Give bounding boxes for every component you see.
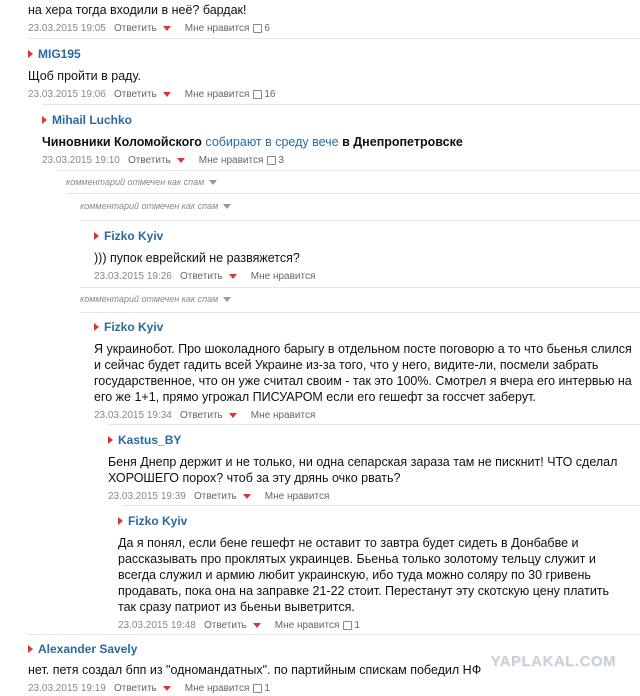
divider: [66, 193, 640, 194]
collapse-arrow-icon[interactable]: [28, 645, 33, 653]
comment-header: [118, 513, 640, 529]
reply-button[interactable]: Ответить: [114, 682, 157, 694]
chevron-down-icon[interactable]: [177, 158, 185, 163]
divider: [108, 424, 640, 425]
divider: [42, 104, 640, 105]
thumbs-up-icon: [253, 90, 262, 99]
comment-author[interactable]: Fizko Kyiv: [104, 320, 164, 334]
collapse-arrow-icon[interactable]: [108, 436, 113, 444]
thumbs-up-icon: [253, 24, 262, 33]
chevron-down-icon[interactable]: [163, 26, 171, 31]
comment-text: Да я понял, если бене гешефт не оставит то завтра будет сидеть в Донбабве и рассказывать про проклятых украинцев. Бьеньа только золотому тельцу служит и всегда служил и армию любит украинскую, ибо туда можно соляру по 30 гривень продавать, пока она на заправке 21-22 стоит. Перестанут эту скотскую цену платить так сразу патриот из бьеньи выветрится.: [118, 536, 610, 614]
like-count: 6: [264, 22, 270, 34]
comment-author[interactable]: Mihail Luchko: [52, 113, 133, 127]
chevron-down-icon[interactable]: [243, 494, 251, 499]
comment: [94, 228, 640, 284]
comment-date: 23.03.2015 19:10: [42, 154, 120, 166]
collapse-arrow-icon[interactable]: [118, 517, 123, 525]
comment-text: Я украинобот. Про шоколадного барыгу в отдельном посте поговорю а то что бьенья слился и сейчас будет гадить всей Украине из-за того, что у него, видите-ли, посмели забрать государственное, что он уже считал своим - так это 100%. Смотрел я вчера его интервью на его же 1+1, прямо угрожал ПИСУАРОМ если его гешефт за госсчет заберут.: [94, 342, 632, 404]
comment-date: 23.03.2015 19:34: [94, 409, 172, 421]
comment-text: Щоб пройти в раду.: [28, 69, 141, 83]
chevron-down-icon[interactable]: [163, 92, 171, 97]
comment: [94, 319, 640, 423]
comment-author[interactable]: MIG195: [38, 47, 81, 61]
comment-date: 23.03.2015 19:19: [28, 682, 106, 694]
like-button[interactable]: Мне нравится: [184, 22, 250, 34]
chevron-down-icon[interactable]: [209, 180, 217, 185]
comment-date: 23.03.2015 19:39: [108, 490, 186, 502]
like-count: 1: [354, 619, 360, 631]
thumbs-up-icon: [253, 684, 262, 693]
comment-date: 23.03.2015 19:05: [28, 22, 106, 34]
comment: [118, 513, 640, 633]
comment-header: [94, 228, 640, 244]
reply-button[interactable]: Ответить: [114, 88, 157, 100]
chevron-down-icon[interactable]: [223, 297, 231, 302]
spam-label: комментарий отмечен как спам: [80, 294, 219, 304]
like-count: 3: [278, 154, 284, 166]
like-button[interactable]: Мне нравится: [184, 682, 250, 694]
comment-author[interactable]: Fizko Kyiv: [128, 514, 188, 528]
chevron-down-icon[interactable]: [223, 204, 231, 209]
comment-link[interactable]: собирают в среду вече: [201, 135, 343, 149]
comment-footer: [42, 152, 640, 168]
like-count: 16: [264, 88, 276, 100]
spam-label: комментарий отмечен как спам: [80, 201, 219, 211]
comment-header: [28, 46, 640, 62]
comment-text: Беня Днепр держит и не только, ни одна сепарская зараза там не пискнит! ЧТО сделал ХОРОШЕГО порох? чтоб за эту дрянь очко рвать?: [108, 455, 618, 485]
comment-header: [108, 432, 640, 448]
reply-button[interactable]: Ответить: [128, 154, 171, 166]
comment-date: 23.03.2015 19:06: [28, 88, 106, 100]
comment-footer: [118, 617, 640, 633]
thumbs-up-icon: [267, 156, 276, 165]
comment-footer: [28, 20, 640, 36]
comment-text: нет. петя создал бпп из "одномандатных". по партийным спискам победил НФ: [28, 663, 482, 677]
site-watermark: YAPLAKAL.COM: [490, 653, 616, 670]
spam-notice[interactable]: [66, 175, 217, 189]
divider: [80, 287, 640, 288]
chevron-down-icon[interactable]: [163, 686, 171, 691]
divider: [122, 505, 640, 506]
comment: [108, 432, 640, 504]
like-button[interactable]: Мне нравится: [184, 88, 250, 100]
text-bold: в: [342, 135, 354, 149]
comment-text: ))) пупок еврейский не развяжется?: [94, 251, 300, 265]
text-bold: Днепропетровске: [353, 135, 463, 149]
reply-button[interactable]: Ответить: [194, 490, 237, 502]
divider: [80, 220, 640, 221]
comment-footer: [108, 488, 640, 504]
comment: [28, 46, 640, 102]
comment-author[interactable]: Alexander Savely: [38, 642, 138, 656]
comment-author[interactable]: Fizko Kyiv: [104, 229, 164, 243]
divider: [28, 634, 640, 635]
comment-date: 23.03.2015 19:48: [118, 619, 196, 631]
like-button[interactable]: Мне нравится: [264, 490, 330, 502]
divider: [56, 170, 640, 171]
thumbs-up-icon: [343, 621, 352, 630]
comment-date: 23.03.2015 19:26: [94, 270, 172, 282]
reply-button[interactable]: Ответить: [114, 22, 157, 34]
comment-header: [94, 319, 640, 335]
comment-footer: [28, 86, 640, 102]
comment-footer: [94, 407, 640, 423]
chevron-down-icon[interactable]: [229, 413, 237, 418]
comment-text: на хера тогда входили в неё? бардак!: [28, 3, 247, 17]
chevron-down-icon[interactable]: [253, 623, 261, 628]
reply-button[interactable]: Ответить: [180, 409, 223, 421]
comment-text: [42, 134, 640, 150]
like-button[interactable]: Мне нравится: [250, 409, 316, 421]
collapse-arrow-icon[interactable]: [94, 323, 99, 331]
comment-footer: [94, 268, 640, 284]
spam-notice[interactable]: [80, 199, 231, 213]
spam-label: комментарий отмечен как спам: [66, 177, 205, 187]
collapse-arrow-icon[interactable]: [28, 50, 33, 58]
like-button[interactable]: Мне нравится: [198, 154, 264, 166]
spam-notice[interactable]: [80, 292, 231, 306]
comment-author[interactable]: Kastus_BY: [118, 433, 182, 447]
like-button[interactable]: Мне нравится: [274, 619, 340, 631]
reply-button[interactable]: Ответить: [204, 619, 247, 631]
text-bold: Чиновники Коломойского: [42, 135, 202, 149]
like-button[interactable]: Мне нравится: [250, 270, 316, 282]
comment: [28, 2, 640, 36]
comment-footer: [28, 680, 640, 696]
divider: [28, 38, 640, 39]
comment: [42, 112, 640, 168]
collapse-arrow-icon[interactable]: [94, 232, 99, 240]
reply-button[interactable]: Ответить: [180, 270, 223, 282]
collapse-arrow-icon[interactable]: [42, 116, 47, 124]
like-count: 1: [264, 682, 270, 694]
chevron-down-icon[interactable]: [229, 274, 237, 279]
divider: [80, 312, 640, 313]
comment-header: [42, 112, 640, 128]
